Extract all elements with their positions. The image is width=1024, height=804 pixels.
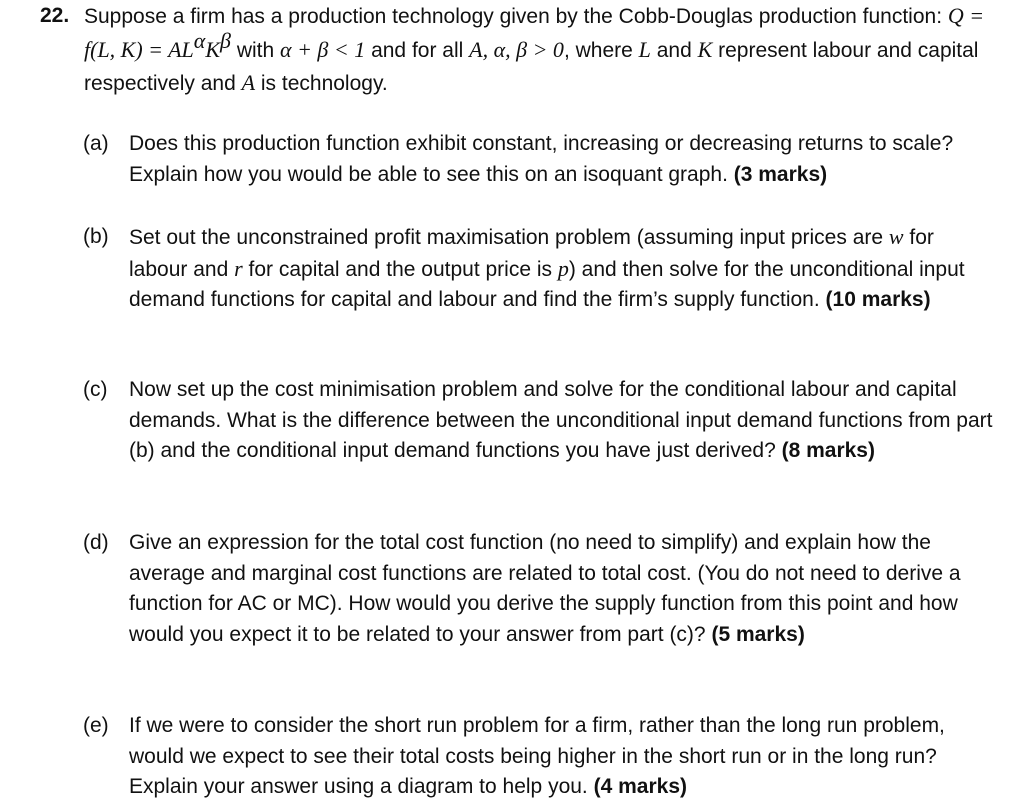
- var-k: K: [697, 36, 713, 62]
- part-a-body: Does this production function exhibit constant, increasing or decreasing returns to scale? Explain how you would be able to see this on an isoquant graph.: [129, 132, 954, 186]
- var-r: r: [234, 255, 243, 281]
- part-a-label: (a): [83, 132, 109, 155]
- part-d: [83, 528, 993, 650]
- part-d-text: [129, 528, 993, 650]
- intro-where: , where: [563, 38, 639, 62]
- var-a: A: [241, 70, 256, 95]
- condition-sum: α + β < 1: [280, 36, 366, 62]
- intro-and-for-all: and for all: [365, 38, 470, 62]
- part-d-body: Give an expression for the total cost function (no need to simplify) and explain how the average and marginal cost functions are related to total cost. (You do not need to derive a function for AC or MC). How would you derive the supply function from this point and how would you expect it to be related to your answer from part (c)?: [129, 531, 961, 646]
- formula-lhs: Q = f(L, K) = AL: [84, 3, 985, 62]
- var-l: L: [638, 36, 651, 62]
- intro-represent: represent labour and capital respectively and: [84, 38, 979, 95]
- part-b-body-4: ) and then solve for the unconditional input demand functions for capital and labour and find the firm’s supply function.: [129, 257, 965, 311]
- var-w: w: [888, 224, 904, 249]
- intro-end: is technology.: [255, 72, 388, 95]
- part-e-marks: (4 marks): [593, 775, 687, 798]
- part-b-text: [129, 222, 993, 316]
- part-c-marks: (8 marks): [781, 439, 875, 462]
- part-e-text: [129, 711, 993, 803]
- question-number: 22.: [40, 4, 70, 27]
- part-c-text: [129, 375, 993, 467]
- question-22: [40, 0, 1000, 101]
- part-c-body: Now set up the cost minimisation problem and solve for the conditional labour and capital demands. What is the difference between the unconditional input demand functions from part (b) and the conditional input demand functions you have just derived?: [129, 378, 993, 462]
- part-a-marks: (3 marks): [733, 162, 828, 186]
- part-b-marks: (10 marks): [825, 288, 931, 311]
- part-a: [83, 129, 993, 190]
- intro-text-1: Suppose a firm has a production technology given by the Cobb-Douglas production function:: [84, 5, 948, 28]
- question-intro: [84, 0, 1000, 101]
- intro-and: and: [650, 38, 698, 62]
- part-b-label: (b): [83, 225, 109, 248]
- part-b-body-1: Set out the unconstrained profit maximisation problem (assuming input prices are: [129, 226, 889, 249]
- condition-positive: A, α, β > 0: [469, 36, 564, 62]
- formula-exp-alpha: α: [193, 27, 206, 53]
- part-a-text: [129, 129, 993, 190]
- part-e-body: If we were to consider the short run problem for a firm, rather than the long run problem, would we expect to see their total costs being higher in the short run or in the long run? Explain your answer using a diagram to help you.: [129, 714, 945, 798]
- part-d-label: (d): [83, 531, 109, 554]
- intro-with: with: [231, 38, 281, 62]
- formula-exp-beta: β: [220, 27, 232, 53]
- part-c: [83, 375, 993, 467]
- part-d-marks: (5 marks): [711, 622, 805, 646]
- var-p: p: [557, 255, 569, 281]
- formula-k: K: [205, 36, 221, 62]
- part-b-body-2: for labour and: [129, 226, 934, 281]
- part-c-label: (c): [83, 378, 108, 401]
- part-e: [83, 711, 993, 803]
- part-e-label: (e): [83, 714, 109, 737]
- part-b: [83, 222, 993, 316]
- part-b-body-3: for capital and the output price is: [242, 257, 558, 281]
